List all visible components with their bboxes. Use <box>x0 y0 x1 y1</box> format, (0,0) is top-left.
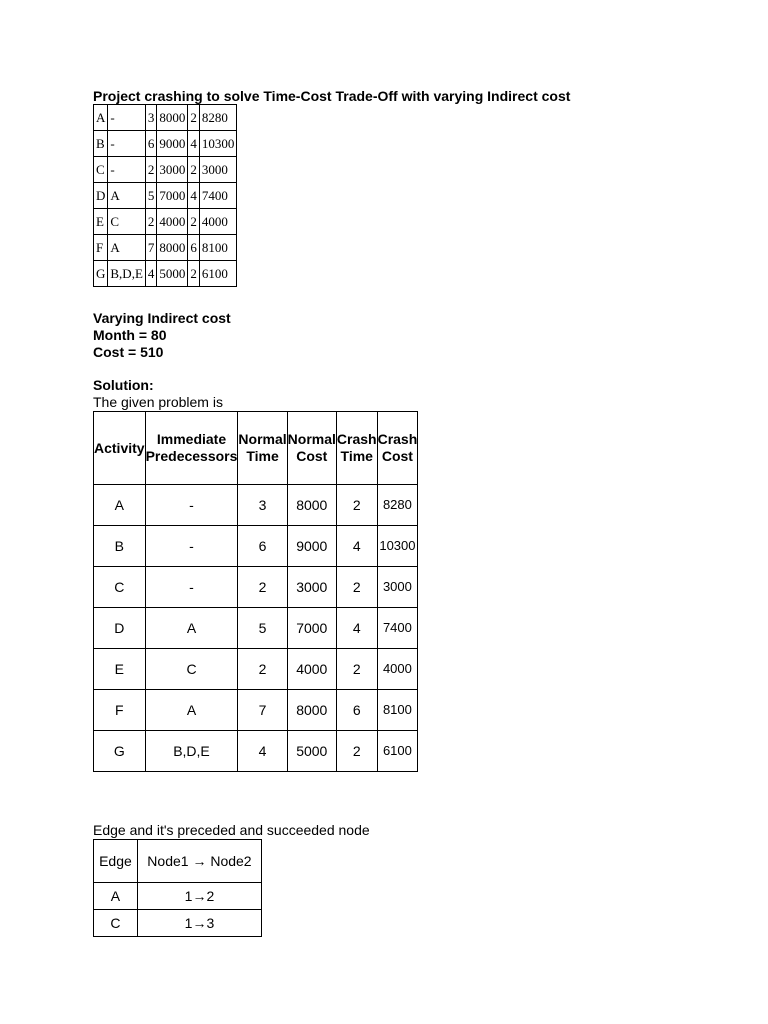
table-row <box>94 183 237 209</box>
table-cell: 8000 <box>157 105 188 131</box>
table-cell: 6 <box>145 131 157 157</box>
column-header: Normal Time <box>238 412 287 485</box>
table-cell: 9000 <box>157 131 188 157</box>
table-cell: C <box>108 209 146 235</box>
table-cell: 3000 <box>199 157 237 183</box>
solution-intro: The given problem is <box>93 394 223 410</box>
table-cell: - <box>145 526 238 567</box>
table-cell: 4 <box>145 261 157 287</box>
table-cell: 7400 <box>199 183 237 209</box>
table-cell: 1→3 <box>137 910 261 937</box>
table-row <box>94 105 237 131</box>
table-cell: 6100 <box>377 731 418 772</box>
table-cell: F <box>94 235 108 261</box>
table-row <box>94 731 418 772</box>
table-cell: - <box>108 157 146 183</box>
table-cell: B <box>94 526 146 567</box>
edges-intro: Edge and it's preceded and succeeded node <box>93 822 370 838</box>
table-cell: 3 <box>145 105 157 131</box>
table-cell: A <box>145 608 238 649</box>
table-cell: C <box>145 649 238 690</box>
table-cell: 8100 <box>199 235 237 261</box>
table-cell: 2 <box>188 157 200 183</box>
table-cell: C <box>94 567 146 608</box>
table-cell: 2 <box>336 567 377 608</box>
table-cell: - <box>108 131 146 157</box>
indirect-cost-heading: Varying Indirect cost <box>93 310 231 326</box>
table-cell: 4 <box>188 131 200 157</box>
table-cell: G <box>94 731 146 772</box>
table-cell: 2 <box>188 105 200 131</box>
table-row <box>94 157 237 183</box>
table-cell: 4000 <box>377 649 418 690</box>
table-cell: 4 <box>238 731 287 772</box>
table-cell: C <box>94 910 138 937</box>
table-row <box>94 883 262 910</box>
table-cell: 2 <box>238 649 287 690</box>
table-cell: 4 <box>336 608 377 649</box>
table-cell: D <box>94 608 146 649</box>
table-cell: 2 <box>145 157 157 183</box>
column-header: Edge <box>94 840 138 883</box>
solution-heading: Solution: <box>93 377 154 393</box>
column-header: Immediate Predecessors <box>145 412 238 485</box>
table-cell: 8280 <box>199 105 237 131</box>
table-cell: 2 <box>336 649 377 690</box>
table-cell: - <box>145 567 238 608</box>
table-cell: 8000 <box>287 690 336 731</box>
column-header: Crash Cost <box>377 412 418 485</box>
table-cell: - <box>145 485 238 526</box>
table-cell: 8280 <box>377 485 418 526</box>
table-cell: E <box>94 649 146 690</box>
table-cell: 7 <box>145 235 157 261</box>
table-cell: A <box>108 183 146 209</box>
column-header: Node1 → Node2 <box>137 840 261 883</box>
column-header: Activity <box>94 412 146 485</box>
page-title: Project crashing to solve Time-Cost Trade-Off with varying Indirect cost <box>93 88 571 104</box>
table-cell: 8100 <box>377 690 418 731</box>
table-cell: 8000 <box>157 235 188 261</box>
table-cell: 2 <box>188 261 200 287</box>
table-cell: 1→2 <box>137 883 261 910</box>
column-header: Normal Cost <box>287 412 336 485</box>
table-cell: 2 <box>238 567 287 608</box>
table-cell: 2 <box>188 209 200 235</box>
table-cell: 2 <box>336 485 377 526</box>
column-header: Crash Time <box>336 412 377 485</box>
table-cell: E <box>94 209 108 235</box>
table-cell: 4000 <box>157 209 188 235</box>
table-row <box>94 235 237 261</box>
table-cell: 3000 <box>377 567 418 608</box>
table-cell: A <box>145 690 238 731</box>
table-cell: 2 <box>145 209 157 235</box>
table-cell: 3000 <box>157 157 188 183</box>
table-cell: 5000 <box>287 731 336 772</box>
table-cell: B,D,E <box>145 731 238 772</box>
table-cell: 5 <box>145 183 157 209</box>
table-cell: 10300 <box>377 526 418 567</box>
table-cell: 7000 <box>157 183 188 209</box>
cost-value: Cost = 510 <box>93 344 164 360</box>
table-cell: 4 <box>188 183 200 209</box>
table-cell: 8000 <box>287 485 336 526</box>
table-cell: A <box>94 105 108 131</box>
table-cell: 4 <box>336 526 377 567</box>
table-cell: A <box>94 485 146 526</box>
table-cell: 6100 <box>199 261 237 287</box>
table-cell: 10300 <box>199 131 237 157</box>
table-cell: 6 <box>238 526 287 567</box>
table-cell: 3 <box>238 485 287 526</box>
table-cell: 5 <box>238 608 287 649</box>
table-row <box>94 261 237 287</box>
table-cell: D <box>94 183 108 209</box>
table-row <box>94 910 262 937</box>
table-row <box>94 567 418 608</box>
table-row <box>94 131 237 157</box>
input-table <box>93 104 237 287</box>
table-cell: C <box>94 157 108 183</box>
table-row <box>94 649 418 690</box>
table-row <box>94 608 418 649</box>
table-row <box>94 209 237 235</box>
table-row <box>94 526 418 567</box>
table-cell: - <box>108 105 146 131</box>
table-cell: A <box>108 235 146 261</box>
table-cell: B,D,E <box>108 261 146 287</box>
table-cell: A <box>94 883 138 910</box>
table-cell: 4000 <box>287 649 336 690</box>
table-row <box>94 485 418 526</box>
edge-table <box>93 839 262 937</box>
table-cell: F <box>94 690 146 731</box>
activity-table <box>93 411 418 772</box>
table-cell: 6 <box>188 235 200 261</box>
table-cell: 4000 <box>199 209 237 235</box>
table-cell: 7000 <box>287 608 336 649</box>
table-cell: 2 <box>336 731 377 772</box>
table-cell: 9000 <box>287 526 336 567</box>
table-cell: 3000 <box>287 567 336 608</box>
table-cell: 7 <box>238 690 287 731</box>
table-cell: B <box>94 131 108 157</box>
month-value: Month = 80 <box>93 327 167 343</box>
table-cell: 7400 <box>377 608 418 649</box>
table-cell: G <box>94 261 108 287</box>
table-cell: 6 <box>336 690 377 731</box>
table-cell: 5000 <box>157 261 188 287</box>
table-row <box>94 690 418 731</box>
